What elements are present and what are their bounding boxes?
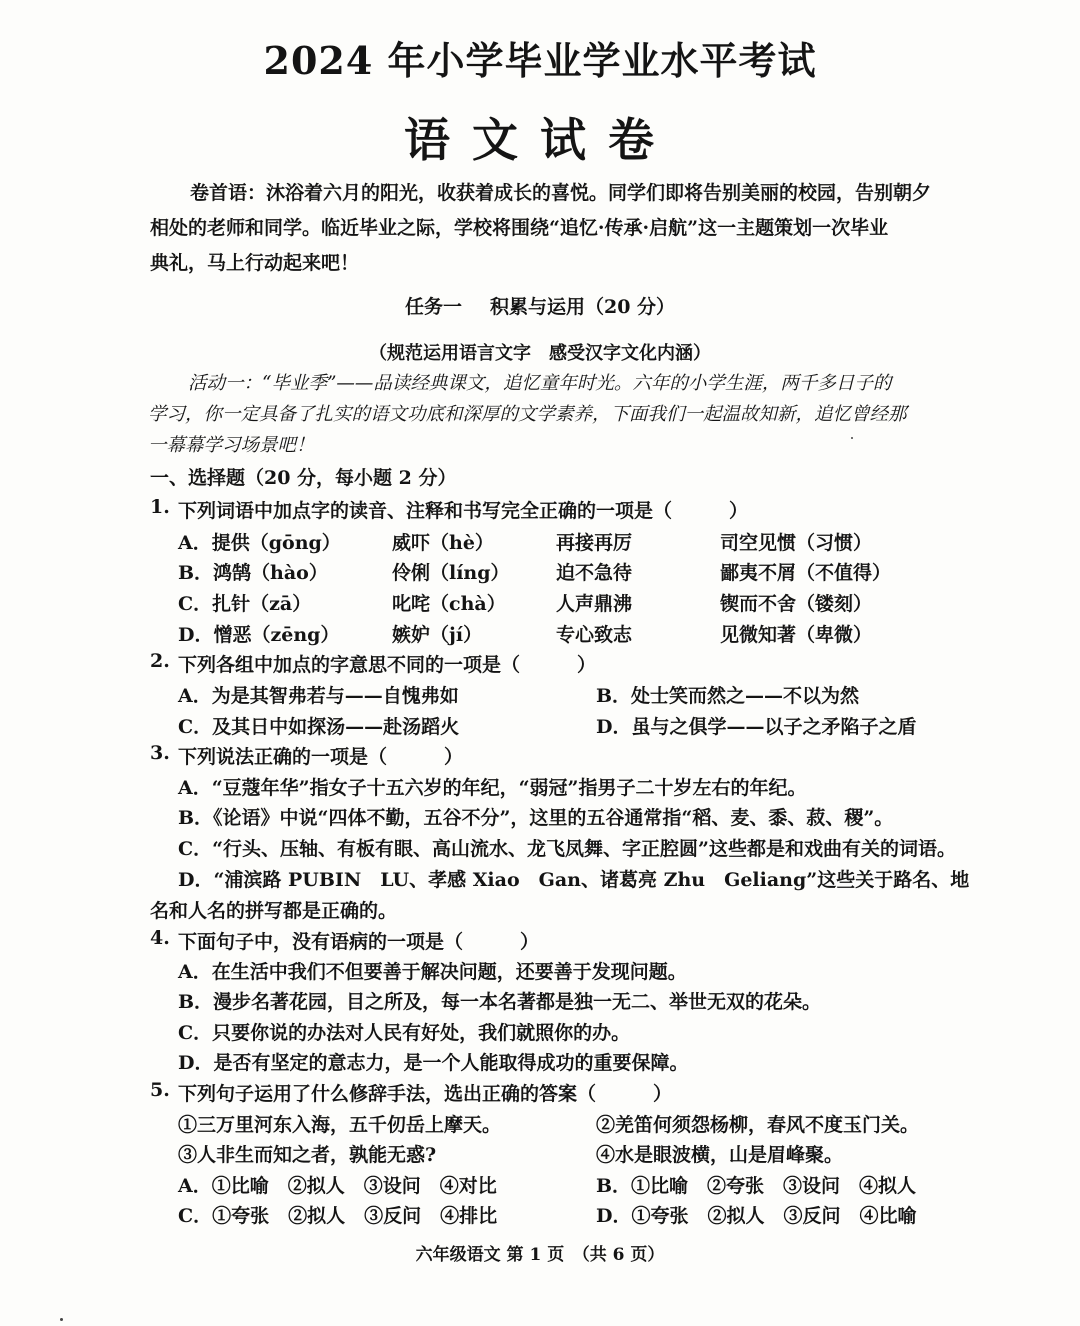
sentence-item: ③人非生而知之者，孰能无惑? — [178, 1144, 437, 1166]
task-heading — [0, 292, 1080, 319]
activity-line: 学习，你一定具备了扎实的语文功底和深厚的文学素养，下面我们一起温故知新，追忆曾经那 — [148, 404, 907, 425]
option-line: B．漫步名著花园，目之所及，每一本名著都是独一无二、举世无双的花朵。 — [178, 991, 822, 1013]
option-cell: C．①夸张 ②拟人 ③反问 ④排比 — [178, 1205, 498, 1227]
option-cell: A．①比喻 ②拟人 ③设问 ④对比 — [178, 1175, 497, 1197]
sentence-item: ④水是眼波横，山是眉峰聚。 — [596, 1144, 844, 1166]
answer-blank: （ ） — [368, 746, 464, 768]
option-line: D．“浦滨路 PUBIN LU、孝感 Xiao Gan、诸葛亮 Zhu Geliang”这些关于路名、地 — [178, 869, 970, 891]
option-cell: C．扎针（zā） — [178, 593, 312, 615]
option-line: A．在生活中我们不但要善于解决问题，还要善于发现问题。 — [178, 961, 687, 983]
question-text: 下列说法正确的一项是 — [178, 746, 369, 768]
preface — [150, 176, 990, 281]
option-cell: 叱咤（chà） — [392, 593, 506, 615]
option-line: B．《论语》中说“四体不勤，五谷不分”，这里的五谷通常指“稻、麦、黍、菽、稷”。 — [178, 807, 894, 829]
preface-line: 典礼，马上行动起来吧！ — [150, 252, 360, 274]
question-number: 2. — [150, 650, 170, 672]
sentence-item: ①三万里河东入海，五千仞岳上摩天。 — [178, 1114, 502, 1136]
option-line: C．只要你说的办法对人民有好处，我们就照你的办。 — [178, 1022, 631, 1044]
option-line: A．“豆蔻年华”指女子十五六岁的年纪，“弱冠”指男子二十岁左右的年纪。 — [178, 777, 807, 799]
question-number: 5. — [150, 1079, 170, 1101]
activity-line: 活动一：“毕业季”——品读经典课文，追忆童年时光。六年的小学生涯，两千多日子的 — [188, 373, 892, 394]
option-cell: D．憎恶（zēng） — [178, 624, 340, 646]
question-number: 1. — [150, 496, 170, 518]
option-cell: A．为是其智弗若与——自愧弗如 — [178, 685, 459, 707]
scan-speck — [851, 437, 853, 439]
question-text: 下列各组中加点的字意思不同的一项是 — [178, 654, 502, 676]
answer-blank: （ ） — [444, 931, 540, 953]
option-cell: B．①比喻 ②夸张 ③设问 ④拟人 — [596, 1175, 917, 1197]
option-cell: 见微知著（卑微） — [720, 624, 873, 646]
task-name: 积累与运用（20 分） — [489, 296, 676, 318]
preface-line: 卷首语：沐浴着六月的阳光，收获着成长的喜悦。同学们即将告别美丽的校园，告别朝夕 — [190, 182, 932, 204]
option-line: D．是否有坚定的意志力，是一个人能取得成功的重要保障。 — [178, 1052, 689, 1074]
exam-title: 2024 年小学毕业学业水平考试 — [263, 38, 817, 83]
task-subheading: （规范运用语言文字 感受汉字文化内涵） — [369, 343, 711, 364]
option-cell: B．鸿鹄（hào） — [178, 562, 328, 584]
option-cell: B．处士笑而然之——不以为然 — [596, 685, 860, 707]
option-cell: 再接再厉 — [556, 532, 633, 554]
activity-line: 一幕幕学习场景吧！ — [148, 435, 315, 456]
preface-line: 相处的老师和同学。临近毕业之际，学校将围绕“追忆·传承·启航”这一主题策划一次毕业 — [150, 217, 889, 239]
scan-speck — [60, 1318, 63, 1321]
sentence-item: ②羌笛何须怨杨柳，春风不度玉门关。 — [596, 1114, 920, 1136]
option-cell: 司空见惯（习惯） — [720, 532, 873, 554]
option-line: C．“行头、压轴、有板有眼、高山流水、龙飞凤舞、字正腔圆”这些都是和戏曲有关的词语。 — [178, 838, 956, 860]
option-cell: C．及其日中如探汤——赴汤蹈火 — [178, 716, 460, 738]
answer-blank: （ ） — [577, 1083, 673, 1105]
option-cell: D．①夸张 ②拟人 ③反问 ④比喻 — [596, 1205, 917, 1227]
option-cell: 威吓（hè） — [392, 532, 494, 554]
task-label: 任务一 — [404, 296, 462, 318]
option-cell: 嫉妒（jí） — [392, 624, 483, 646]
option-cell: A．提供（gōng） — [178, 532, 341, 554]
section-heading: 一、选择题（20 分，每小题 2 分） — [150, 467, 457, 489]
question-number: 4. — [150, 927, 170, 949]
option-cell: 鄙夷不屑（不值得） — [720, 562, 892, 584]
activity-intro — [148, 368, 990, 461]
exam-subject: 语文试卷 — [404, 113, 676, 167]
option-cell: 伶俐（líng） — [392, 562, 510, 584]
answer-blank: （ ） — [653, 500, 749, 522]
option-cell: 专心致志 — [556, 624, 633, 646]
page-footer: 六年级语文 第 1 页 （共 6 页） — [415, 1245, 665, 1265]
option-line: 名和人名的拼写都是正确的。 — [150, 900, 398, 922]
question-text: 下列句子运用了什么修辞手法，选出正确的答案 — [178, 1083, 578, 1105]
option-cell: 锲而不舍（镂刻） — [720, 593, 873, 615]
option-cell: 迫不急待 — [556, 562, 633, 584]
question-text: 下列词语中加点字的读音、注释和书写完全正确的一项是 — [178, 500, 654, 522]
question-text: 下面句子中，没有语病的一项是 — [178, 931, 445, 953]
option-cell: 人声鼎沸 — [556, 593, 633, 615]
answer-blank: （ ） — [501, 654, 597, 676]
option-cell: D．虽与之俱学——以子之矛陷子之盾 — [596, 716, 917, 738]
question-number: 3. — [150, 742, 170, 764]
